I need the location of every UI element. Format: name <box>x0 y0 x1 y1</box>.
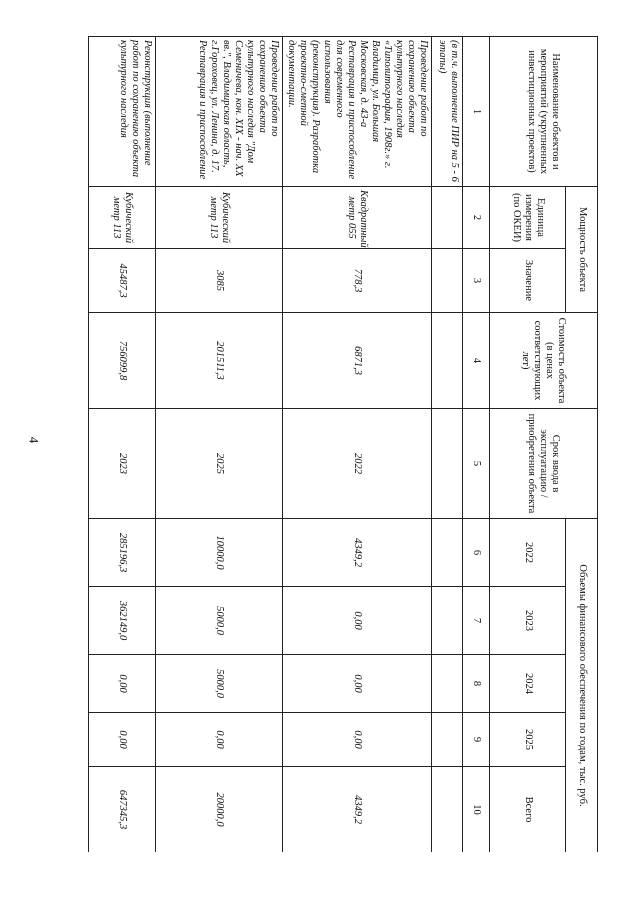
row-2022 <box>432 519 463 587</box>
row-cost: 6871,3 <box>283 313 432 409</box>
row-cost <box>432 313 463 409</box>
row-cost: 756099,8 <box>89 313 156 409</box>
table-row <box>156 37 283 853</box>
investment-table <box>88 36 598 852</box>
row-2025: 0,00 <box>89 713 156 767</box>
table-row <box>283 37 432 853</box>
row-2022: 10000,0 <box>156 519 283 587</box>
index-cell: 10 <box>463 767 490 853</box>
row-2023 <box>432 587 463 655</box>
row-unit: Квадратный метр 055 <box>283 187 432 249</box>
row-value: 778,3 <box>283 249 432 313</box>
index-cell: 1 <box>463 37 490 187</box>
row-value: 3085 <box>156 249 283 313</box>
index-cell: 5 <box>463 409 490 519</box>
index-cell: 6 <box>463 519 490 587</box>
index-cell: 8 <box>463 655 490 713</box>
header-2024: 2024 <box>490 655 566 713</box>
header-unit: Единица измерения (по ОКЕИ) <box>490 187 566 249</box>
row-total: 647345,3 <box>89 767 156 853</box>
table-row <box>432 37 463 853</box>
header-2025: 2025 <box>490 713 566 767</box>
row-name: Реконструкция (выполнение работ по сохранению объекта культурного наследия <box>89 37 156 187</box>
row-value <box>432 249 463 313</box>
row-2024: 5000,0 <box>156 655 283 713</box>
row-term: 2023 <box>89 409 156 519</box>
header-cost: Стоимость объекта (в ценах соответствующих лет) <box>490 313 598 409</box>
row-term: 2025 <box>156 409 283 519</box>
header-term: Срок ввода в эксплуатацию / приобретения объекта <box>490 409 598 519</box>
header-value: Значение <box>490 249 566 313</box>
index-cell: 3 <box>463 249 490 313</box>
row-2024: 0,00 <box>89 655 156 713</box>
row-unit: Кубический метр 113 <box>156 187 283 249</box>
row-2025: 0,00 <box>283 713 432 767</box>
row-2024 <box>432 655 463 713</box>
row-total: 20000,0 <box>156 767 283 853</box>
row-name: (в т.ч. выполнение ПИР на 5 - 6 этапы) <box>432 37 463 187</box>
row-name: Проведение работ по сохранению объекта культурного наследия "Дом Семеничева, кон. XIX - нач. XX вв.", Владимирская область, г.Гороховец, ул. Ленина, д. 17. Реставрация и приспособление <box>156 37 283 187</box>
header-funding: Объемы финансового обеспечения по годам, тыс. руб. <box>566 519 598 853</box>
row-term <box>432 409 463 519</box>
header-row-1 <box>566 37 598 853</box>
row-2024: 0,00 <box>283 655 432 713</box>
row-2025 <box>432 713 463 767</box>
index-cell: 9 <box>463 713 490 767</box>
row-name: Проведение работ по сохранению объекта культурного наследия «Типолитография, 1908г.» г. Владимир, ул. Большая Московская, д. 43-а Реставрация и приспособление для современного использования (реконструкция). Разработка проектно-сметной документации. <box>283 37 432 187</box>
row-term: 2022 <box>283 409 432 519</box>
row-unit: Кубический метр 113 <box>89 187 156 249</box>
row-cost: 201511,3 <box>156 313 283 409</box>
row-total <box>432 767 463 853</box>
row-2022: 285196,3 <box>89 519 156 587</box>
table-row <box>89 37 156 853</box>
header-2022: 2022 <box>490 519 566 587</box>
header-name: Наименование объектов и мероприятий (укрупненных инвестиционных проектов) <box>490 37 598 187</box>
row-2023: 362149,0 <box>89 587 156 655</box>
index-row <box>463 37 490 853</box>
index-cell: 7 <box>463 587 490 655</box>
index-cell: 2 <box>463 187 490 249</box>
page-number: 4 <box>26 436 42 444</box>
row-unit <box>432 187 463 249</box>
index-cell: 4 <box>463 313 490 409</box>
row-2022: 4349,2 <box>283 519 432 587</box>
header-total: Всего <box>490 767 566 853</box>
row-2023: 5000,0 <box>156 587 283 655</box>
row-2025: 0,00 <box>156 713 283 767</box>
row-value: 45487,3 <box>89 249 156 313</box>
rotated-table-container <box>88 36 598 852</box>
row-2023: 0,00 <box>283 587 432 655</box>
header-capacity: Мощность объекта <box>566 187 598 313</box>
row-total: 4349,2 <box>283 767 432 853</box>
header-2023: 2023 <box>490 587 566 655</box>
